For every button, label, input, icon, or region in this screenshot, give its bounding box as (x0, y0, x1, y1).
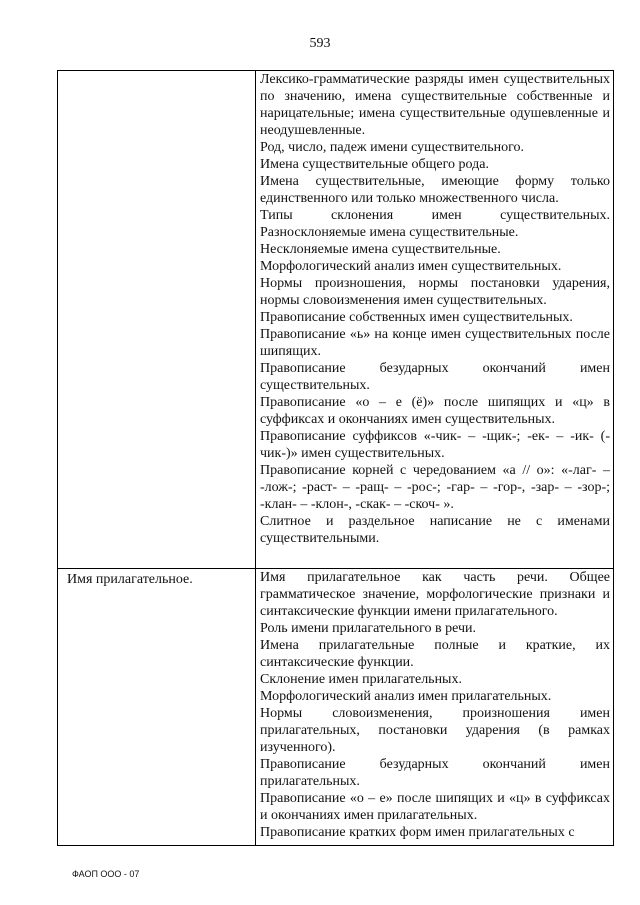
content-paragraph: Имя прилагательное как часть речи. Общее грамматическое значение, морфологические признаки и синтаксические функции имени прилагательного. (260, 570, 610, 619)
document-footer: ФАОП ООО - 07 (72, 869, 140, 879)
row-2-content (260, 569, 610, 841)
content-paragraph: Правописание собственных имен существительных. (260, 310, 573, 325)
content-paragraph: Правописание «о – е» после шипящих и «ц» в суффиксах и окончаниях имен прилагательных. (260, 791, 610, 823)
content-paragraph: Имена существительные, имеющие форму только единственного или только множественного числа. (260, 174, 610, 206)
row-1-content (260, 71, 610, 547)
content-paragraph: Правописание безударных окончаний имен прилагательных. (260, 757, 610, 789)
content-paragraph: Типы склонения имен существительных. Разносклоняемые имена существительные. (260, 208, 610, 240)
content-paragraph: Слитное и раздельное написание не с именами существительными. (260, 514, 610, 546)
content-paragraph: Нормы словоизменения, произношения имен прилагательных, постановки ударения (в рамках изученного). (260, 706, 610, 755)
content-paragraph: Род, число, падеж имени существительного. (260, 140, 525, 155)
content-paragraph: Правописание корней с чередованием «а // о»: «-лаг- – -лож-; -раст- – -ращ- – -рос-; -гар- – -гор-, -зар- – -зор-; -клан- – -клон-, -скак- – -скоч- ». (260, 463, 610, 512)
page-number: 593 (309, 36, 331, 51)
row-2-topic: Имя прилагательное. (67, 572, 193, 587)
content-paragraph: Правописание «ь» на конце имен существительных после шипящих. (260, 327, 610, 359)
content-paragraph: Правописание суффиксов «-чик- – -щик-; -ек- – -ик- (-чик-)» имен существительных. (260, 429, 610, 461)
content-paragraph: Морфологический анализ имен прилагательных. (260, 689, 552, 704)
content-paragraph: Имена прилагательные полные и краткие, их синтаксические функции. (260, 638, 610, 670)
content-paragraph: Правописание кратких форм имен прилагательных с (260, 825, 575, 840)
content-paragraph: Склонение имен прилагательных. (260, 672, 462, 687)
content-paragraph: Лексико-грамматические разряды имен существительных по значению, имена существительные собственные и нарицательные; имена существительные одушевленные и неодушевленные. (260, 72, 610, 138)
content-paragraph: Нормы произношения, нормы постановки ударения, нормы словоизменения имен существительных. (260, 276, 610, 308)
content-paragraph: Роль имени прилагательного в речи. (260, 621, 477, 636)
content-paragraph: Правописание «о – е (ё)» после шипящих и «ц» в суффиксах и окончаниях имен существительных. (260, 395, 610, 427)
content-paragraph: Имена существительные общего рода. (260, 157, 489, 172)
content-paragraph: Правописание безударных окончаний имен существительных. (260, 361, 610, 393)
content-paragraph: Морфологический анализ имен существительных. (260, 259, 562, 274)
content-table (57, 70, 614, 846)
table-column-divider (255, 71, 256, 845)
content-paragraph: Несклоняемые имена существительные. (260, 242, 501, 257)
